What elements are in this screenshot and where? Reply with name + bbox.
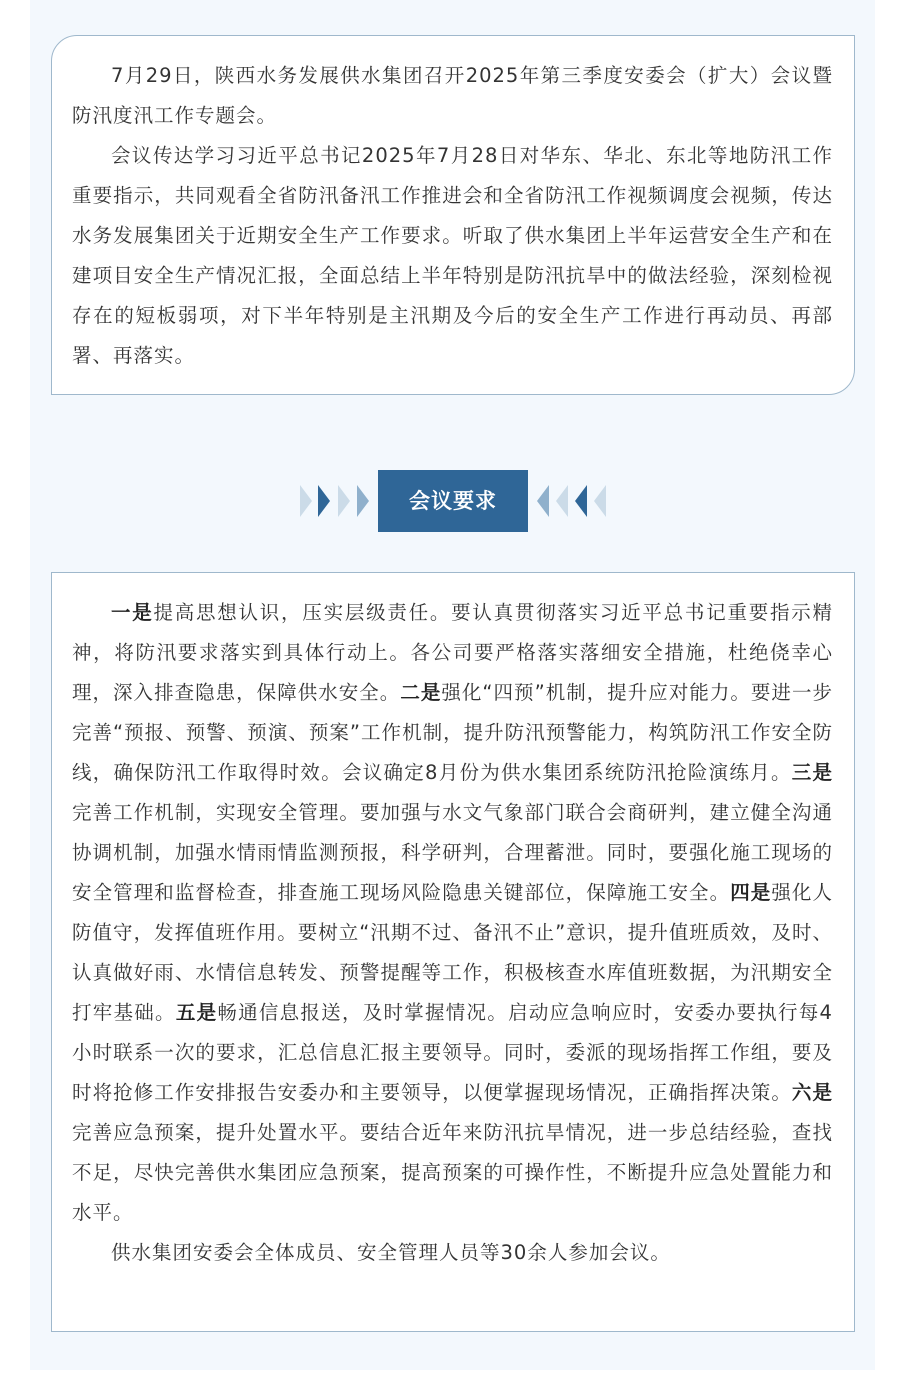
item-label: 一是: [111, 601, 154, 624]
item-text: 畅通信息报送，及时掌握情况。启动应急响应时，安委办要执行每4小时联系一次的要求，汇总信息汇报主要领导。同时，委派的现场指挥工作组，要及时将抢修工作安排报告安委办和主要领导，以便掌握现场情况，正确指挥决策。: [72, 1001, 833, 1104]
intro-paragraph-1: 7月29日，陕西水务发展供水集团召开2025年第三季度安委会（扩大）会议暨防汛度汛工作专题会。: [72, 64, 833, 127]
requirements-card: [51, 572, 855, 1332]
item-label: 六是: [791, 1081, 833, 1104]
item-text: 提高思想认识，压实层级责任。要认真贯彻落实习近平总书记重要指示精神，将防汛要求落实到具体行动上。各公司要严格落实落细安全措施，杜绝侥幸心理，深入排查隐患，保障供水安全。: [72, 601, 833, 704]
chevron-right-icon: [357, 485, 369, 517]
chevron-left-icon: [556, 485, 568, 517]
chevron-right-icon: [338, 485, 350, 517]
item-text: 完善工作机制，实现安全管理。要加强与水文气象部门联合会商研判，建立健全沟通协调机制，加强水情雨情监测预报，科学研判，合理蓄泄。同时，要强化施工现场的安全管理和监督检查，排查施工现场风险隐患关键部位，保障施工安全。: [72, 801, 833, 904]
intro-paragraph-2: 会议传达学习习近平总书记2025年7月28日对华东、华北、东北等地防汛工作重要指示，共同观看全省防汛备汛工作推进会和全省防汛工作视频调度会视频，传达水务发展集团关于近期安全生产工作要求。听取了供水集团上半年运营安全生产和在建项目安全生产情况汇报，全面总结上半年特别是防汛抗旱中的做法经验，深刻检视存在的短板弱项，对下半年特别是主汛期及今后的安全生产工作进行再动员、再部署、再落实。: [72, 144, 833, 367]
section-title: 会议要求: [378, 470, 528, 532]
item-label: 二是: [400, 681, 442, 704]
chevron-left-icon: [537, 485, 549, 517]
item-label: 四是: [730, 881, 772, 904]
item-label: 五是: [175, 1001, 218, 1024]
requirements-paragraph: [72, 593, 833, 1233]
item-text: 强化“四预”机制，提升应对能力。要进一步完善“预报、预警、预演、预案”工作机制，提升防汛预警能力，构筑防汛工作安全防线，确保防汛工作取得时效。会议确定8月份为供水集团系统防汛抢险演练月。: [72, 681, 833, 784]
chevron-right-icon: [318, 485, 330, 517]
chevron-left-icon: [594, 485, 606, 517]
chevron-left-icon: [575, 485, 587, 517]
item-text: 强化人防值守，发挥值班作用。要树立“汛期不过、备汛不止”意识，提升值班质效，及时、认真做好雨、水情信息转发、预警提醒等工作，积极核查水库值班数据，为汛期安全打牢基础。: [72, 881, 833, 1024]
item-text: 完善应急预案，提升处置水平。要结合近年来防汛抗旱情况，进一步总结经验，查找不足，尽快完善供水集团应急预案，提高预案的可操作性，不断提升应急处置能力和水平。: [72, 1121, 833, 1224]
item-label: 三是: [791, 761, 833, 784]
closing-paragraph: 供水集团安委会全体成员、安全管理人员等30余人参加会议。: [111, 1241, 671, 1264]
chevron-right-icon: [300, 485, 312, 517]
section-header: [0, 470, 915, 532]
intro-card: [51, 35, 855, 395]
